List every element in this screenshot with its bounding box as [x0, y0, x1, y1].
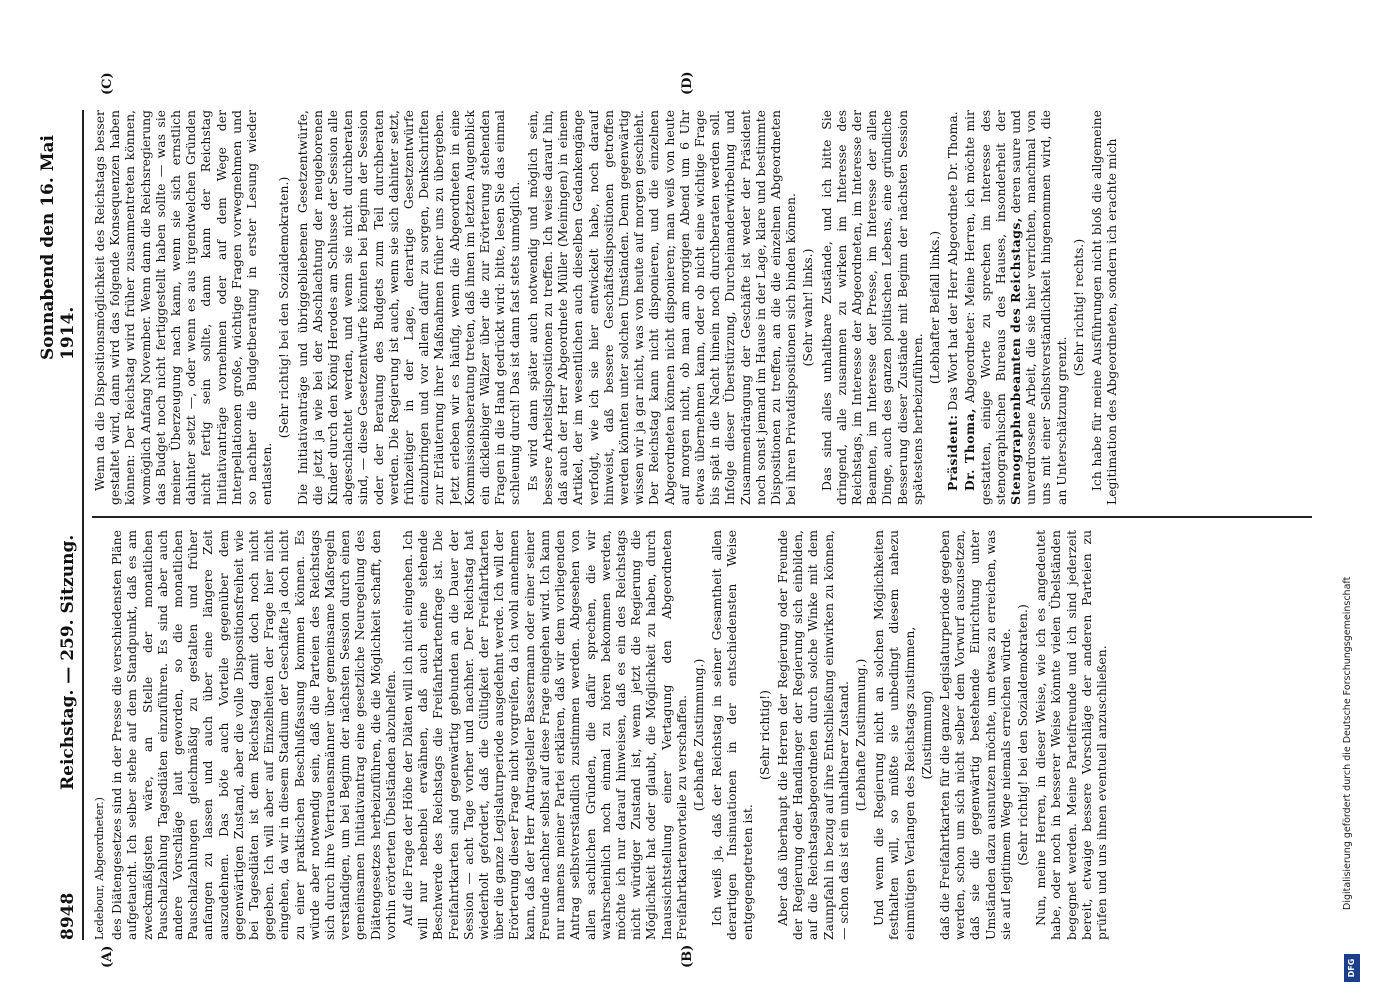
margin-mark-c: (C)	[100, 72, 115, 95]
interjection: (Sehr wahr! links.)	[800, 248, 816, 367]
paragraph-president	[945, 110, 960, 505]
margin-mark-d: (D)	[680, 71, 695, 95]
dfg-logo: DFG	[1344, 954, 1360, 982]
interjection: (Sehr richtig! bei den Sozialdemokraten.)	[1014, 604, 1030, 866]
margin-mark-b: (B)	[680, 944, 695, 968]
paragraph: Wenn da die Dispositionsmöglichkeit des Reichstags besser gestaltet wird, dann wird das folgende Konsequenzen haben können: Der Reichstag wird früher zusammentreten können, womöglich Anfang November. Wenn dann die Reichsregierung das Budget noch nicht fertiggestellt haben sollte — was sie meiner Überzeugung nach kann, wenn sie sich ernstlich dahinter setzt —, oder wenn es aus irgendwelchen Gründen nicht fertig sein sollte, dann kann der Reichstag Initiativanträge vornehmen oder auf dem Wege der Interpellationen große, wichtige Fragen vorwegnehmen und so nachher die Budgetberatung in erster Lesung wieder entlasten.	[92, 110, 275, 505]
paragraph-text: Das Wort hat der Herr Abgeordnete Dr. Thoma.	[945, 111, 961, 411]
right-column	[92, 110, 1313, 505]
digitization-credit	[1340, 0, 1380, 1000]
paragraph: Das sind alles unhaltbare Zustände, und ich bitte Sie dringend, alle zusammen zu wirken im Interesse des Reichstags, im Interesse der Abgeordneten, im Interesse der Beamten, im Interesse der Presse, im Interesse der allen Dinge, auch des ganzen politischen Lebens, eine gründliche Besserung dieser Zustände mit Beginn der nächsten Session spätestens herbeizuführen.	[818, 110, 925, 505]
speaker-label: Dr. Thoma,	[962, 408, 978, 491]
paragraph: Aber daß überhaupt die Herren der Regierung oder Freunde der Regierung oder Handlanger der Regierung sich einbilden, auf die Reichstagsabgeordneten durch solche Winke mit dem Zaunpfahl in bezug auf ihre Entschließung einwirken zu können, — schon das ist ein unhaltbarer Zustand.	[774, 530, 851, 940]
credit-text: Digitalisierung gefördert durch die Deutsche Forschungsgemeinschaft	[1342, 576, 1353, 910]
paragraph: Es wird dann später auch notwendig und möglich sein, bessere Arbeitsdispositionen zu treffen. Ich weise darauf hin, daß auch der Herr Abgeordnete Müller (Meiningen) in einem Artikel, der im wesentlichen auch dieselben Gedankengänge verfolgt, wie ich sie hier entwickelt habe, noch darauf hinweist, daß bessere Geschäftsdispositionen getroffen werden könnten unter solchen Umständen. Denn gegenwärtig wissen wir ja gar nicht, was von heute auf morgen geschieht. Der Reichstag kann nicht disponieren, und die einzelnen Abgeordneten können nicht disponieren; man weiß von heute auf morgen nicht, ob man am morgigen Abend um 6 Uhr etwas übernehmen kann, oder ob nicht eine wichtige Frage bis spät in die Nacht hinein noch durchberaten werden soll. Infolge dieser Überstürzung, Durcheinanderwirbelung und Zusammendrängung der Geschäfte ist weder der Präsident noch sonst jemand im Hause in der Lage, klare und bestimmte Dispositionen zu treffen, an die die einzelnen Abgeordneten bei ihren Privatdispositionen sich binden können.	[524, 110, 799, 505]
page-number: 8948	[58, 892, 78, 940]
paragraph-text: Abgeordneter: Meine Herren, ich möchte mir gestatten, einige Worte zu sprechen im Interesse des stenographischen Bureaus des Hauses, insonderheit der	[962, 110, 1008, 505]
page-header	[38, 110, 84, 940]
column-divider	[92, 516, 1312, 518]
interjection: (Lebhafte Zustimmung.)	[852, 658, 868, 812]
interjection: (Lebhafte Zustimmung.)	[690, 658, 706, 812]
header-right-title: Sonnabend den 16. Mai 1914.	[38, 135, 78, 360]
paragraph-text: deren saure und unverdrossene Arbeit, die sie hier verrichten, manchmal von uns mit einer Selbstverständlichkeit hingenommen wird, die an Unterschätzung grenzt.	[1007, 110, 1069, 505]
interjection: (Sehr richtig! bei den Sozialdemokraten.)	[276, 176, 292, 439]
interjection: (Zustimmung)	[918, 690, 934, 780]
interjection: (Lebhafter Beifall links.)	[926, 230, 942, 385]
paragraph: Die Initiativanträge und übriggebliebenen Gesetzentwürfe, die jetzt ja wie bei der Abschlachtung der neugeborenen Kinder durch den König Herodes am Schlusse der Session alle abgeschlachtet werden, und wenn sie nicht durchberaten sind, — diese Gesetzentwürfe könnten bei Beginn der Session oder der Beratung des Budgets zum Teil durchberaten werden. Die Regierung ist auch, wenn sie sich dahinter setzt, frühzeitiger in der Lage, derartige Gesetzentwürfe einzubringen und vor allem dafür zu sorgen, Denkschriften zur Erläuterung ihrer Maßnahmen früher uns zu übergeben. Jetzt erleben wir es häufig, wenn die Abgeordneten in eine Kommissionsberatung treten, daß ihnen im letzten Augenblick ein dickleibiger Wälzer über die zur Erörterung stehenden Fragen in die Hand gedrückt wird: bitte, lesen Sie das einmal schleunig durch! Das ist dann fast stets unmöglich.	[294, 110, 523, 505]
paragraph: daß die Freifahrtkarten für die ganze Legislaturperiode gegeben werden, schon um sich nicht selber dem Vorwurf auszusetzen, daß sie die gegenwärtig bestehende Einrichtung unter Umständen dazu ausnutzen möchte, um etwas zu erreichen, was sie auf legitimem Wege niemals erreichen würde.	[936, 530, 1013, 940]
left-column	[92, 530, 1313, 940]
paragraph: Ich habe für meine Ausführungen nicht bloß die allgemeine Legitimation des Abgeordneten, sondern ich erachte mich	[1089, 110, 1120, 505]
interjection: (Sehr richtig! rechts.)	[1070, 238, 1086, 377]
speaker-label: Präsident:	[945, 414, 961, 491]
paragraph: Nun, meine Herren, in dieser Weise, wie ich es angedeutet habe, oder noch in besserer Weise könnte vielen Übelständen begegnet werden. Meine Parteifreunde und ich sind jederzeit bereit, etwaige bessere Vorschläge der anderen Parteien zu prüfen und uns ihnen eventuell anzuschließen.	[1033, 530, 1109, 940]
paragraph: des Diätengesetzes sind in der Presse die verschiedensten Pläne aufgetaucht. Ich selber stehe auf dem Standpunkt, daß es am zweckmäßigsten wäre, an Stelle der monatlichen Pauschalzahlung Tagesdiäten einzuführen. Es sind aber auch andere Vorschläge laut geworden, so die monatlichen Pauschalzahlungen gleichmäßig zu gestalten und früher anfangen zu lassen und auch über eine längere Zeit auszudehnen. Das böte auch Vorteile gegenüber dem gegenwärtigen Zustand, aber die volle Dispositionsfreiheit wie bei Tagesdiäten ist dem Reichstag damit doch noch nicht gegeben. Ich will aber auf Einzelheiten der Frage hier nicht eingehen, da wir in diesem Stadium der Geschäfte ja doch nicht zu einer praktischen Beschlußfassung kommen können. Es würde aber notwendig sein, daß die Parteien des Reichstags sich durch ihre Vertrauensmänner über gemeinsame Maßregeln verständigen, um bei Beginn der nächsten Session durch einen gemeinsamen Initiativantrag eine gesetzliche Neuregelung des Diätengesetzes herbeizuführen, die die Möglichkeit schafft, den vorhin erörterten Übelständen abzuhelfen.	[109, 530, 398, 940]
emphasis-text: Stenographenbeamten des Reichstags,	[1007, 217, 1023, 505]
margin-mark-a: (A)	[100, 945, 115, 968]
header-left-title: Reichstag. — 259. Sitzung.	[58, 534, 78, 790]
interjection: (Sehr richtig!)	[756, 690, 772, 780]
paragraph-thoma	[962, 110, 1068, 505]
paragraph: Ich weiß ja, daß der Reichstag in seiner Gesamtheit allen derartigen Insinuationen in der entschiedensten Weise entgegengetreten ist.	[709, 530, 755, 940]
speaker-tag: Ledebour, Abgeordneter.)	[93, 797, 106, 940]
paragraph: Und wenn die Regierung nicht an solchen Möglichkeiten festhalten will, so müßte sie unbedingt diesem nahezu einmütigen Verlangen des Reichstags zustimmen,	[871, 530, 917, 940]
paragraph: Auf die Frage der Höhe der Diäten will ich nicht eingehen. Ich will nur nebenbei erwähnen, daß auch eine stehende Beschwerde des Reichstags die Freifahrtkartenfrage ist. Die Freifahrtkarten sind gegenwärtig gebunden an die Dauer der Session — acht Tage vorher und nachher. Der Reichstag hat wiederholt gefordert, daß die Gültigkeit der Freifahrtkarten über die ganze Legislaturperiode ausgedehnt werde. Ich will der Erörterung dieser Frage nicht vorgreifen, da ich wohl annehmen kann, daß der Herr Antragsteller Bassermann oder einer seiner Freunde nachher selbst auf diese Frage eingehen wird. Ich kann nur namens meiner Partei erklären, daß wir dem vorliegenden Antrag selbstverständlich zustimmen werden. Abgesehen von allen sachlichen Gründen, die dafür sprechen, die wir wahrscheinlich noch einmal zu hören bekommen werden, möchte ich nur darauf hinweisen, daß es ein des Reichstags nicht würdiger Zustand ist, wenn jetzt die Regierung die Möglichkeit hat oder glaubt, die Möglichkeit zu haben, durch Inaussichtstellung einer Vertagung den Abgeordneten Freifahrtkartenvorteile zu verschaffen.	[400, 530, 689, 940]
